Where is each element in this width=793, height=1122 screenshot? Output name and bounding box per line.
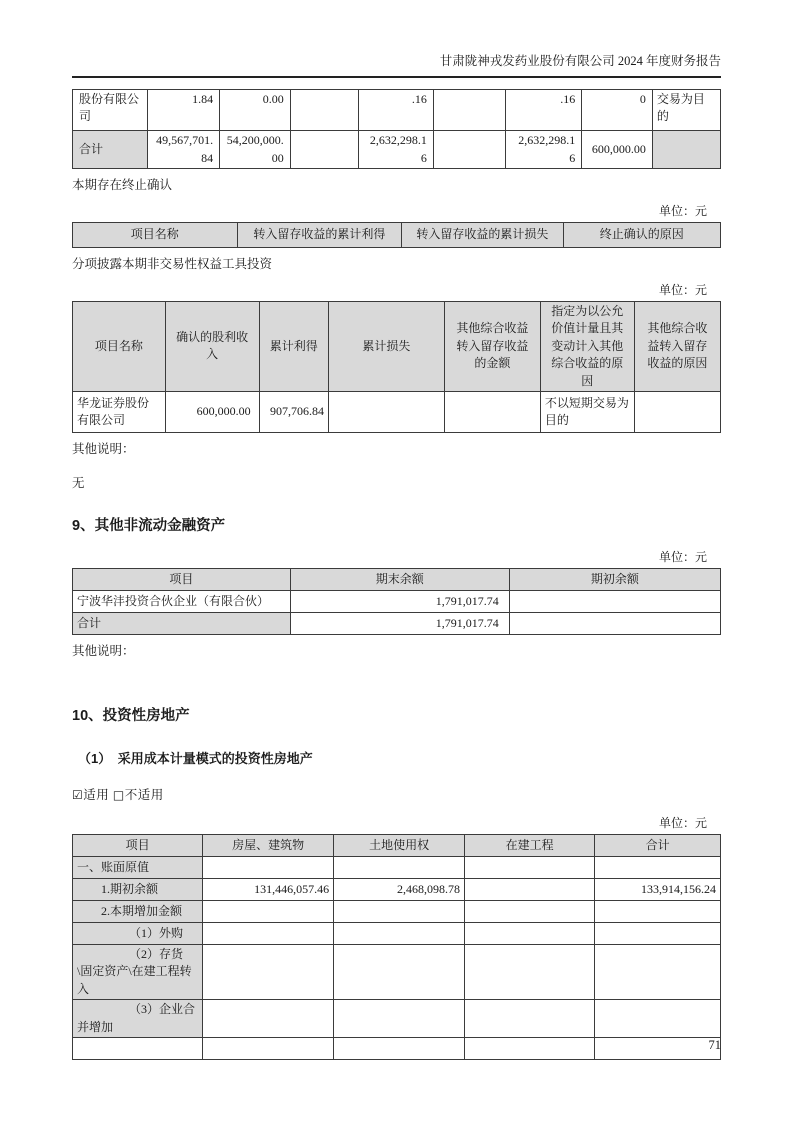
cell-value [509, 590, 720, 612]
cell-entity-name: 华龙证券股份有限公司 [73, 391, 166, 432]
other-note-label: 其他说明： [72, 441, 135, 456]
report-title: 甘肃陇神戎发药业股份有限公司 2024 年度财务报告 [439, 54, 721, 68]
document-header [72, 52, 721, 78]
cell-item-label: 一、账面原值 [73, 856, 203, 878]
other-noncurrent-assets-table [72, 568, 721, 635]
unit-label: 单位：元 [658, 815, 707, 830]
cell-value [203, 922, 334, 944]
cell-value [465, 856, 595, 878]
other-note-value: 无 [72, 475, 85, 490]
cell-value: 0.00 [220, 90, 291, 131]
column-header: 累计利得 [259, 302, 328, 392]
cell-value: 133,914,156.24 [595, 878, 721, 900]
cell-value: .16 [506, 90, 582, 131]
column-header: 转入留存收益的累计损失 [402, 223, 563, 248]
not-applicable-label: 不适用 [124, 787, 164, 802]
cell-value [290, 131, 359, 169]
cell-value [595, 1000, 721, 1038]
table-row [73, 1000, 721, 1038]
cell-value: .16 [359, 90, 434, 131]
column-header: 房屋、建筑物 [203, 834, 334, 856]
cell-empty [595, 1037, 721, 1059]
unchecked-checkbox-icon: □ [112, 787, 125, 802]
table-row [73, 590, 721, 612]
table-row [73, 90, 721, 131]
cell-value: 54,200,000.00 [220, 131, 291, 169]
equity-investment-table [72, 301, 721, 433]
column-header: 终止确认的原因 [563, 223, 721, 248]
cell-empty [652, 131, 720, 169]
cell-value [334, 1000, 465, 1038]
cell-value [334, 856, 465, 878]
cell-total-label: 合计 [73, 612, 291, 634]
cell-value: 1,791,017.74 [290, 590, 509, 612]
column-header: 项目 [73, 834, 203, 856]
cell-value: 907,706.84 [259, 391, 328, 432]
cell-value: 0 [582, 90, 653, 131]
section9-title: 9、其他非流动金融资产 [72, 517, 226, 534]
cell-item-name: 宁波华沣投资合伙企业（有限合伙） [73, 590, 291, 612]
cell-value: 2,632,298.16 [359, 131, 434, 169]
cell-item-label: 1.期初余额 [73, 878, 203, 900]
table-row [73, 612, 721, 634]
cell-value: 2,468,098.78 [334, 878, 465, 900]
derecognition-intro: 本期存在终止确认 [72, 178, 173, 192]
cell-value [203, 1000, 334, 1038]
cell-reason: 不以短期交易为目的 [540, 391, 634, 432]
cell-value [334, 922, 465, 944]
applicable-label: 适用 [83, 787, 110, 802]
column-header: 其他综合收益转入留存收益的金额 [444, 302, 540, 392]
table-row [73, 900, 721, 922]
column-header: 指定为以公允价值计量且其变动计入其他综合收益的原因 [540, 302, 634, 392]
table-row [73, 131, 721, 169]
cell-value [465, 900, 595, 922]
cell-value: 131,446,057.46 [203, 878, 334, 900]
table-row [73, 878, 721, 900]
cell-item-label: （2）存货\固定资产\在建工程转入 [73, 944, 203, 999]
cell-value [334, 944, 465, 999]
equity-intro: 分项披露本期非交易性权益工具投资 [72, 257, 273, 271]
cell-value [433, 131, 506, 169]
table-row [73, 391, 721, 432]
cell-empty [334, 1037, 465, 1059]
cell-value [290, 90, 359, 131]
cell-value: 600,000.00 [582, 131, 653, 169]
cell-value: 2,632,298.16 [506, 131, 582, 169]
cell-entity-name: 股份有限公司 [73, 90, 148, 131]
unit-label: 单位：元 [658, 204, 707, 218]
cell-value [334, 900, 465, 922]
column-header: 土地使用权 [334, 834, 465, 856]
column-header: 项目名称 [73, 302, 166, 392]
column-header: 期初余额 [509, 568, 720, 590]
cell-item-label: 2.本期增加金额 [73, 900, 203, 922]
cell-value [203, 856, 334, 878]
cell-value [444, 391, 540, 432]
column-header: 累计损失 [328, 302, 444, 392]
cell-value: 600,000.00 [165, 391, 259, 432]
cell-reason [634, 391, 720, 432]
cell-total-label: 合计 [73, 131, 148, 169]
cell-value [433, 90, 506, 131]
cell-value [465, 922, 595, 944]
cell-value [595, 856, 721, 878]
cell-value [465, 878, 595, 900]
column-header: 转入留存收益的累计利得 [237, 223, 402, 248]
section10-subtitle: （1） 采用成本计量模式的投资性房地产 [78, 750, 313, 766]
table-row [73, 1037, 721, 1059]
column-header: 其他综合收益转入留存收益的原因 [634, 302, 720, 392]
column-header: 确认的股利收入 [165, 302, 259, 392]
cell-value [595, 944, 721, 999]
column-header: 期末余额 [290, 568, 509, 590]
section10-title: 10、投资性房地产 [72, 707, 190, 724]
cell-value [595, 900, 721, 922]
checked-checkbox-icon: ☑ [72, 787, 84, 802]
cell-value [509, 612, 720, 634]
table-row [73, 922, 721, 944]
column-header: 项目 [73, 568, 291, 590]
applicability-line [72, 787, 721, 804]
carryover-table [72, 89, 721, 169]
table-row [73, 223, 721, 248]
column-header: 合计 [595, 834, 721, 856]
table-row [73, 944, 721, 999]
column-header: 项目名称 [73, 223, 238, 248]
column-header: 在建工程 [465, 834, 595, 856]
cell-value [465, 1000, 595, 1038]
cell-value [465, 944, 595, 999]
cell-value [328, 391, 444, 432]
table-row [73, 302, 721, 392]
cell-item-label: （1）外购 [73, 922, 203, 944]
table-row [73, 568, 721, 590]
cell-item-label: （3）企业合并增加 [73, 1000, 203, 1038]
cell-reason: 交易为目的 [652, 90, 720, 131]
cell-value: 49,567,701.84 [147, 131, 220, 169]
table-row [73, 834, 721, 856]
page-number: 71 [708, 1038, 721, 1052]
investment-property-table [72, 834, 721, 1060]
cell-value: 1.84 [147, 90, 220, 131]
other-note-label: 其他说明： [72, 643, 135, 658]
cell-value [203, 944, 334, 999]
table-row [73, 856, 721, 878]
cell-empty [203, 1037, 334, 1059]
cell-empty [73, 1037, 203, 1059]
cell-value: 1,791,017.74 [290, 612, 509, 634]
derecognition-table [72, 222, 721, 248]
cell-value [203, 900, 334, 922]
cell-value [595, 922, 721, 944]
unit-label: 单位：元 [658, 549, 707, 564]
unit-label: 单位：元 [658, 283, 707, 297]
cell-empty [465, 1037, 595, 1059]
